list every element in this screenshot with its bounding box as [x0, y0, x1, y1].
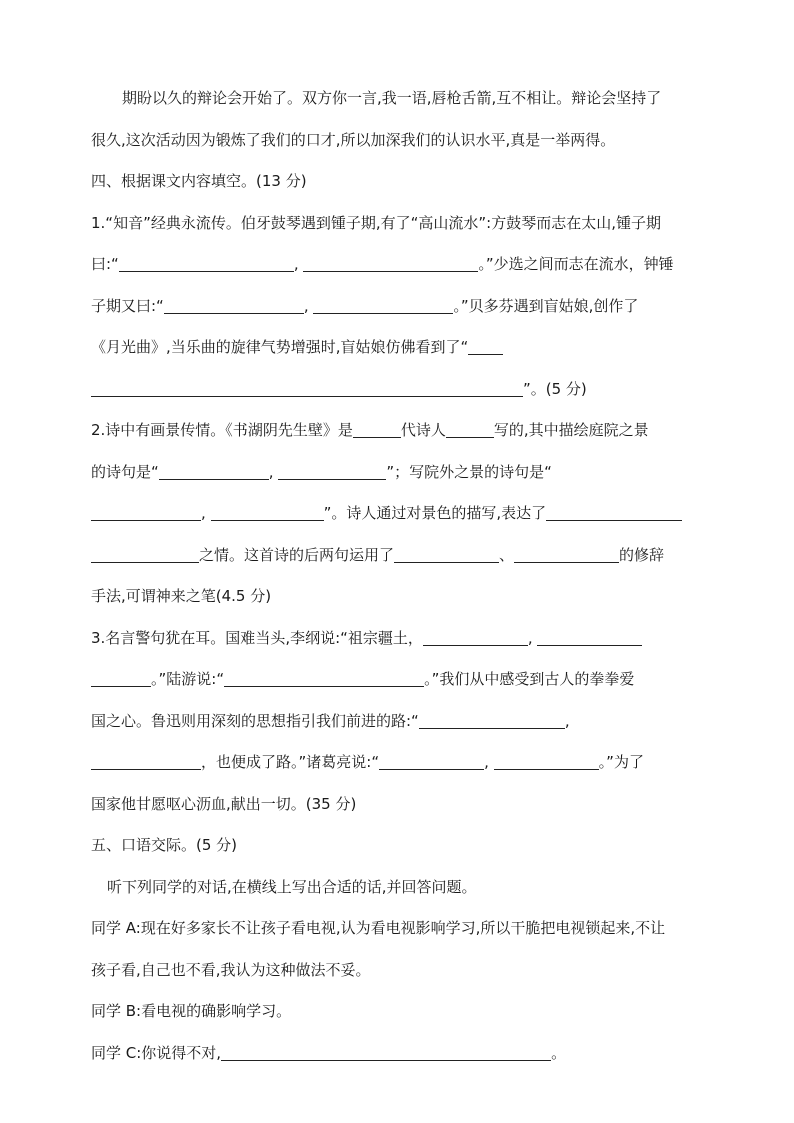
q3-text: ,	[527, 628, 533, 647]
q2-text: ”；写院外之景的诗句是“	[386, 462, 552, 481]
q2-line-3	[91, 493, 704, 535]
answer-blank[interactable]	[119, 253, 294, 272]
q3-line-4	[91, 742, 704, 784]
answer-blank[interactable]	[164, 295, 304, 314]
q2-line-4	[91, 535, 704, 577]
q1-line-2	[91, 244, 704, 286]
q2-line-2	[91, 452, 704, 494]
q3-text: ，也便成了路。”诸葛亮说:“	[201, 753, 380, 771]
dialogue-c	[91, 1033, 704, 1075]
answer-blank[interactable]	[91, 751, 201, 770]
q3-text: 。”我们从中感受到古人的拳拳爱	[424, 670, 635, 688]
q3-text: 国之心。鲁迅则用深刻的思想指引我们前进的路:“	[91, 711, 419, 730]
q1-text: ”。(5 分)	[523, 379, 587, 398]
paragraph-line-2: 很久,这次活动因为锻炼了我们的口才,所以加深我们的认识水平,真是一举两得。	[91, 130, 616, 149]
q3-text: 。”为了	[598, 753, 644, 771]
answer-blank[interactable]	[446, 419, 494, 438]
q2-text: 、	[499, 545, 515, 564]
q1-text: 子期又曰:“	[91, 296, 164, 315]
q2-text: 之情。这首诗的后两句运用了	[199, 545, 395, 564]
dialogue-b: 同学 B:看电视的确影响学习。	[91, 1002, 292, 1020]
answer-blank[interactable]	[91, 668, 151, 687]
section-4-heading: 四、根据课文内容填空。(13 分)	[91, 172, 307, 190]
dialogue-c-text: 。	[551, 1043, 567, 1062]
q1-line-5	[91, 369, 704, 411]
answer-blank[interactable]	[211, 502, 324, 521]
q1-text: 。”少选之间而志在流水，钟锤	[478, 255, 674, 273]
answer-blank[interactable]	[91, 502, 201, 521]
q3-text: 3.名言警句犹在耳。国难当头,李纲说:“祖宗疆土，	[91, 628, 423, 647]
answer-blank[interactable]	[313, 295, 453, 314]
q2-text: 写的,其中描绘庭院之景	[493, 421, 649, 439]
section-5-intro: 听下列同学的对话,在横线上写出合适的话,并回答问题。	[107, 877, 477, 896]
q2-line-1	[91, 410, 704, 452]
q1-text: 。”贝多芬遇到盲姑娘,创作了	[453, 296, 639, 315]
answer-blank[interactable]	[423, 627, 528, 646]
answer-blank[interactable]	[224, 668, 424, 687]
q3-line-3	[91, 701, 704, 743]
answer-blank[interactable]	[278, 461, 386, 480]
q2-text: 的诗句是“	[91, 462, 159, 481]
q3-line-2	[91, 659, 704, 701]
dialogue-a-line-2: 孩子看,自己也不看,我认为这种做法不妥。	[91, 960, 371, 979]
q3-line-5: 国家他甘愿呕心沥血,献出一切。(35 分)	[91, 794, 357, 813]
q2-text: 2.诗中有画景传情。《书湖阴先生壁》是	[91, 421, 353, 439]
q1-text: ,	[293, 255, 299, 273]
q2-text: ,	[268, 462, 274, 481]
q1-line-4	[91, 327, 704, 369]
answer-blank[interactable]	[303, 253, 478, 272]
answer-blank[interactable]	[419, 710, 565, 729]
q1-line-1: 1.“知音”经典永流传。伯牙鼓琴遇到锺子期,有了“高山流水”:方鼓琴而志在太山,锺子期	[91, 213, 661, 232]
answer-blank[interactable]	[494, 751, 599, 770]
answer-blank[interactable]	[514, 544, 619, 563]
answer-blank[interactable]	[353, 419, 401, 438]
dialogue-a-line-1: 同学 A:现在好多家长不让孩子看电视,认为看电视影响学习,所以干脆把电视锁起来,不让	[91, 919, 666, 937]
answer-blank[interactable]	[159, 461, 269, 480]
section-5-heading: 五、口语交际。(5 分)	[91, 836, 238, 854]
answer-blank[interactable]	[546, 502, 682, 521]
answer-blank[interactable]	[221, 1042, 551, 1061]
q3-text: ,	[564, 711, 570, 730]
q2-text: 的修辞	[619, 545, 665, 564]
q1-text: 《月光曲》,当乐曲的旋律气势增强时,盲姑娘仿佛看到了“	[91, 338, 469, 356]
answer-blank[interactable]	[91, 544, 199, 563]
q1-line-3	[91, 286, 704, 328]
q3-text: 。”陆游说:“	[151, 670, 225, 688]
q2-text: 代诗人	[400, 421, 446, 439]
paragraph-line-1: 期盼以久的辩论会开始了。双方你一言,我一语,唇枪舌箭,互不相让。辩论会坚持了	[122, 89, 662, 107]
q3-line-1	[91, 618, 704, 660]
answer-blank[interactable]	[468, 336, 503, 355]
q1-text: ,	[303, 296, 309, 315]
q2-text: ”。诗人通过对景色的描写,表达了	[323, 504, 547, 522]
answer-blank[interactable]	[394, 544, 499, 563]
answer-blank[interactable]	[379, 751, 484, 770]
q2-line-5: 手法,可谓神来之笔(4.5 分)	[91, 587, 272, 605]
q3-text: ,	[484, 753, 489, 771]
q1-text: 曰:“	[91, 255, 119, 273]
dialogue-c-text: 同学 C:你说得不对,	[91, 1043, 222, 1062]
q2-text: ,	[201, 504, 206, 522]
answer-blank[interactable]	[91, 378, 523, 397]
answer-blank[interactable]	[537, 627, 642, 646]
